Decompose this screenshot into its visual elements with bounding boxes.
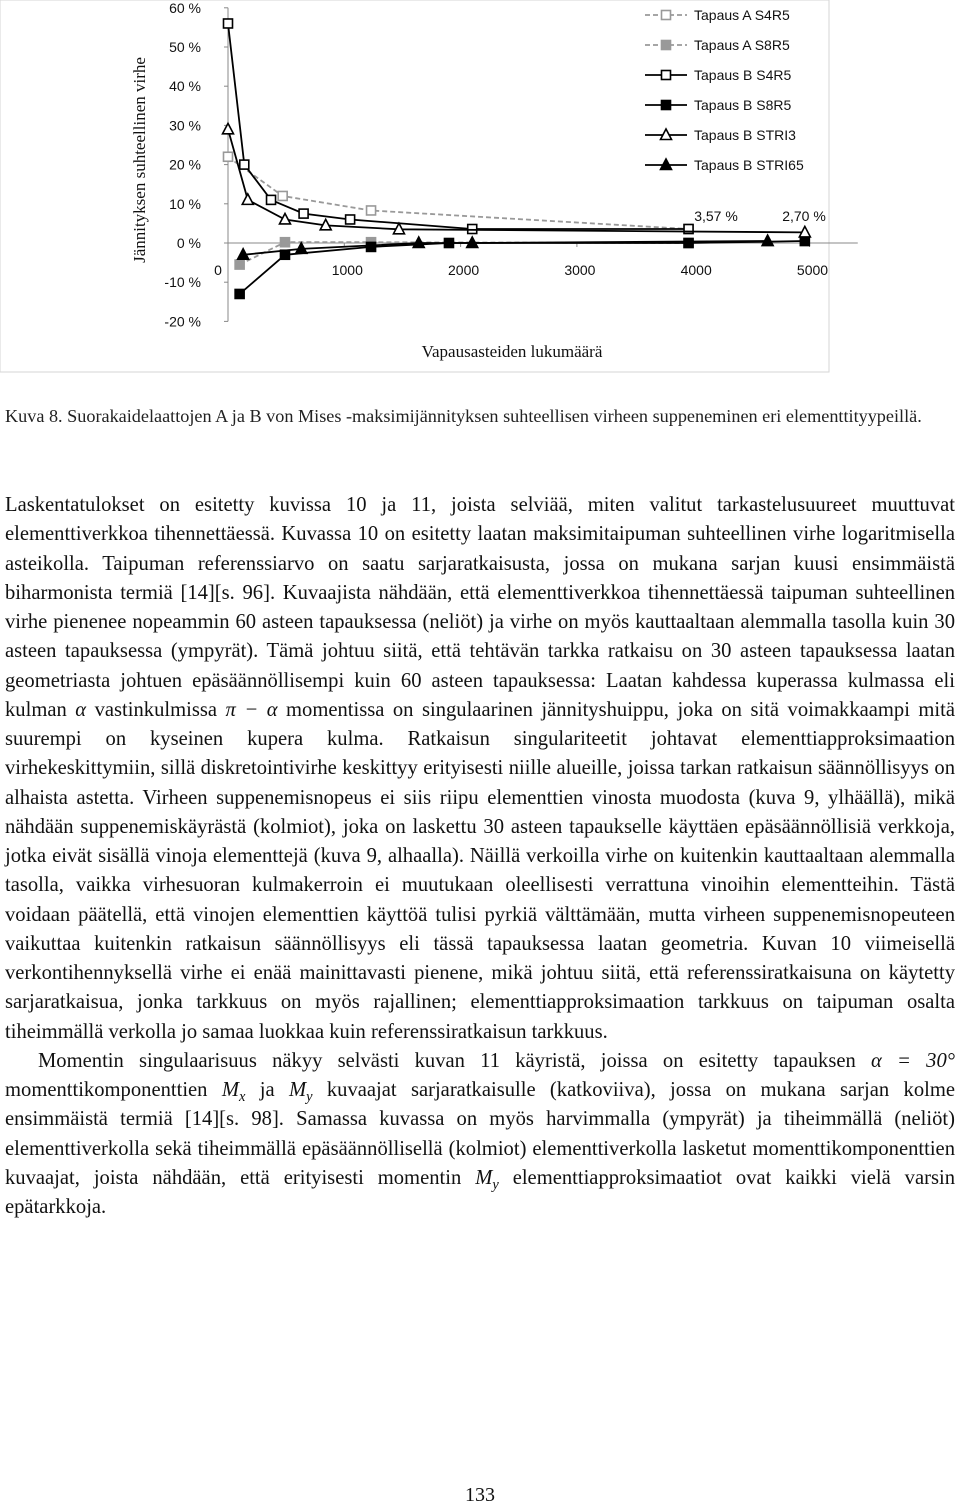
legend-label: Tapaus B STRI3	[694, 127, 796, 143]
legend-marker	[662, 11, 671, 20]
legend-label: Tapaus B S4R5	[694, 67, 792, 83]
chart-frame	[0, 0, 829, 372]
paragraph-1-part-b: vastinkulmissa	[94, 698, 218, 721]
data-point	[346, 215, 355, 224]
x-tick-label: 0	[214, 262, 222, 278]
my-symbol	[288, 1079, 313, 1106]
legend-label: Tapaus B S8R5	[694, 97, 792, 113]
y-tick-label: 60 %	[169, 0, 201, 16]
data-point	[224, 152, 233, 161]
annotation-3-57: 3,57 %	[694, 208, 738, 224]
caption-label: Kuva 8.	[5, 406, 63, 426]
legend-marker	[662, 71, 671, 80]
x-tick-label: 4000	[680, 262, 712, 278]
body-text	[5, 491, 955, 1222]
alpha-symbol: α	[75, 698, 87, 721]
legend-label: Tapaus A S8R5	[694, 37, 790, 53]
paragraph-2-part-b: momenttikomponenttien	[5, 1079, 208, 1101]
data-point	[299, 209, 308, 218]
chart-figure	[0, 0, 960, 375]
my-symbol-2	[475, 1166, 499, 1193]
y-tick-label: -20 %	[164, 313, 201, 330]
y-tick-label: 30 %	[169, 117, 201, 134]
y-tick-label: 40 %	[169, 78, 201, 95]
data-point	[240, 160, 249, 169]
x-tick-label: 1000	[331, 262, 363, 278]
my-base: M	[288, 1079, 307, 1101]
data-point	[367, 242, 376, 251]
annotation-2-70: 2,70 %	[782, 208, 826, 224]
data-point	[235, 260, 244, 269]
paragraph-2-part-c: ja	[259, 1079, 275, 1101]
data-point	[367, 206, 376, 215]
my-subscript: y	[306, 1089, 313, 1106]
y-tick-label: 0 %	[176, 235, 201, 251]
data-point	[800, 237, 809, 246]
my2-base: M	[475, 1166, 493, 1189]
data-point	[235, 289, 244, 298]
caption-text: Suorakaidelaattojen A ja B von Mises -maksimijännityksen suhteellisen virheen suppeneminen eri elementtityypeillä.	[67, 406, 922, 426]
data-point	[224, 19, 233, 28]
paragraph-1	[5, 491, 955, 1047]
legend-label: Tapaus A S4R5	[694, 7, 790, 23]
y-tick-label: -10 %	[164, 274, 201, 291]
x-tick-label: 2000	[448, 262, 480, 278]
y-tick-label: 20 %	[169, 156, 201, 173]
paragraph-2-part-a: Momentin singulaarisuus näkyy selvästi kuvan 11 käyristä, joissa on esitetty tapauksen	[38, 1049, 856, 1072]
paragraph-2-part-e: elementtiapproksimaatiot ovat kaikki vielä varsin epätarkkoja.	[5, 1166, 955, 1218]
paragraph-2	[5, 1047, 955, 1223]
y-tick-label: 50 %	[169, 39, 201, 55]
page-number: 133	[465, 1484, 495, 1506]
my2-subscript: y	[492, 1176, 499, 1193]
legend-marker	[662, 101, 671, 110]
y-tick-label: 10 %	[169, 195, 201, 212]
mx-subscript: x	[238, 1089, 246, 1106]
data-point	[267, 195, 276, 204]
mx-symbol	[221, 1079, 246, 1106]
figure-caption	[5, 402, 955, 431]
paragraph-2-part-d: kuvaajat sarjaratkaisulle (katkoviiva), jossa on mukana sarjan kolme ensimmäistä termiä [14][s. 98]. Samassa kuvassa on myös harvimmalla (ympyrät) ja tiheimmällä (neliöt) elementtiverkolla sekä tiheimmällä epäsäännöllisellä (kolmiot) elementtiverkolla lasketut momenttikomponenttien kuvaajat, joista nähdään, että erityisesti momentin	[5, 1079, 956, 1189]
paragraph-1-part-a: Laskentatulokset on esitetty kuvissa 10 ja 11, joista selviää, miten valitut tarkastelusuureet muuttuvat elementtiverkkoa tihennettäessä. Kuvassa 10 on esitetty laatan maksimitaipuman suhteellinen virhe logaritmisella asteikolla. Taipuman referenssiarvo on saatu sarjaratkaisusta, jossa on mukana sarjan kuusi ensimmäistä biharmonista termiä [14][s. 96]. Kuvaajista nähdään, että elementtiverkkoa tihennettäessä taipuman suhteellinen virhe pienenee nopeammin 60 asteen tapauksessa (neliöt) ja virhe on myös kauttaaltaan alemmalla tasolla kuin 30 asteen tapauksessa (ympyrät). Tämä johtuu siitä, että tehtävän tarkka ratkaisu on 30 asteen tapauksessa laatan geometriasta johtuen epäsäännöllisempi kuin 60 asteen tapauksessa: Laatan kahdessa kuperassa kulmassa eli kulman	[5, 494, 955, 721]
legend-marker	[662, 41, 671, 50]
data-point	[280, 238, 289, 247]
x-tick-label: 3000	[564, 262, 596, 278]
paragraph-1-part-c: momentissa on singulaarinen jännityshuippu, joka on sitä voimakkaampi mitä suurempi on kyseinen kupera kulma. Ratkaisun singulariteetit johtavat elementtiapproksimaation virhekeskittymiin, sillä diskretointivirhe keskittyy erityisesti niille alueille, joissa tarkan ratkaisun säännöllisyys on alhaista astetta. Virheen suppenemisnopeus ei siis riipu elementtien vinosta muodosta (kuva 9, ylhäällä), mikä nähdään suppenemiskäyrästä (kolmiot), joka on laskettu 30 asteen tapaukselle käyttäen epäsäännöllisiä verkkoja, jotka eivät sisällä vinoja elementtejä (kuva 9, alhaalla). Näillä verkoilla virhe on kuitenkin kauttaaltaan alemmalla tasolla, vaikka virhesuoran kulmakerroin ei muutukaan oleellisesti verrattuna vinoihin elementteihin. Tästä voidaan päätellä, että vinojen elementtien käyttöä tulisi pyrkiä välttämään, mutta virheen suppenemisnopeuteen vaikuttaa kuitenkin ratkaisun säännöllisyys eli tässä tapauksessa laatan geometria. Kuvan 10 viimeisellä verkontihennyksellä virhe ei enää mainittavasti pienene, mikä johtuu siitä, että referenssiratkaisuna on käytetty sarjaratkaisua, jonka tarkkuus on myös rajallinen; elementtiapproksimaation tarkkuus on taipuman osalta tiheimmällä verkolla jo samaa luokkaa kuin referenssiratkaisun tarkkuus.	[5, 698, 956, 1043]
data-point	[684, 239, 693, 248]
y-axis-label: Jännityksen suhteellinen virhe	[130, 57, 149, 263]
x-tick-label: 5000	[796, 262, 829, 278]
chart-svg	[0, 0, 960, 375]
mx-base: M	[221, 1079, 239, 1101]
alpha-equation: α = 30°	[871, 1049, 955, 1072]
x-axis-label: Vapausasteiden lukumäärä	[421, 342, 603, 361]
data-point	[278, 191, 287, 200]
legend-label: Tapaus B STRI65	[694, 157, 804, 173]
pi-minus-alpha: π − α	[225, 698, 278, 721]
